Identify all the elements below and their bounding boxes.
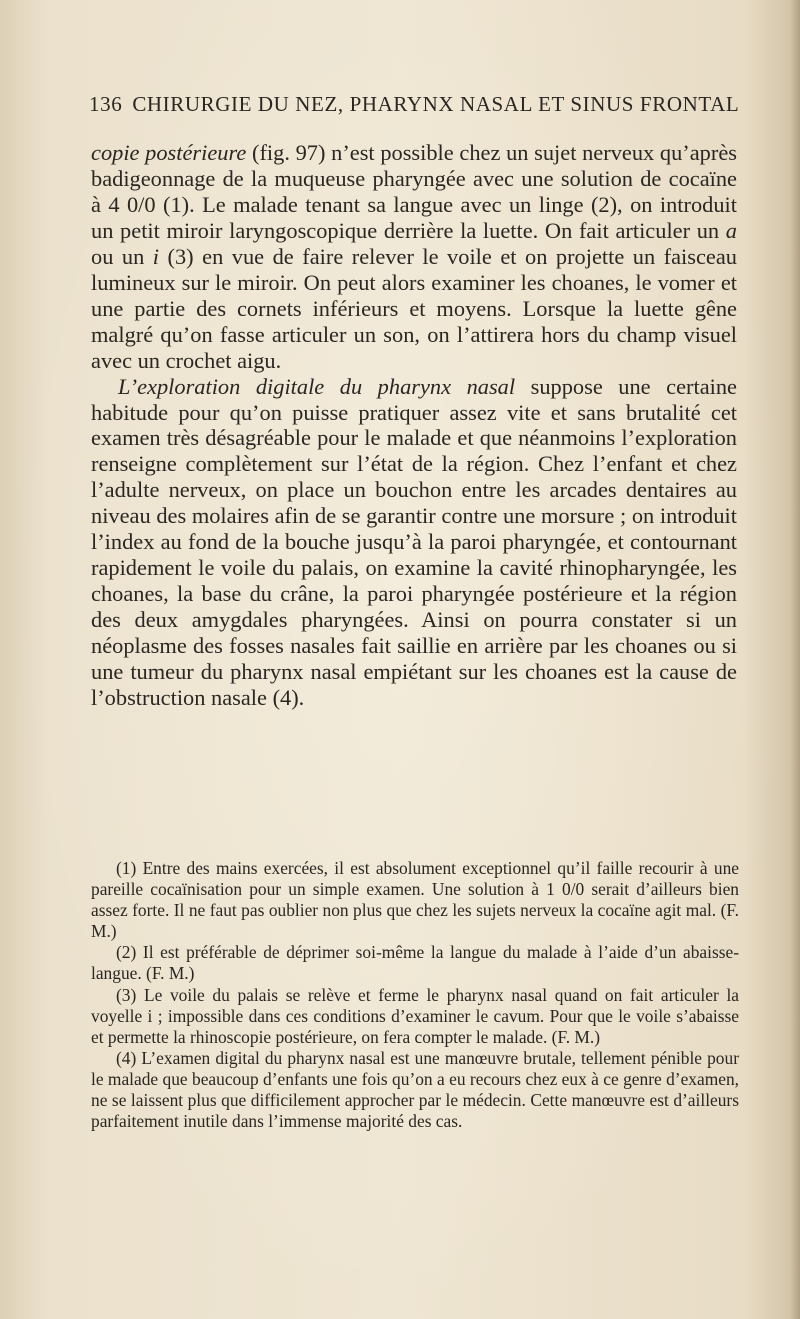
page-number: 136 <box>89 92 123 116</box>
paragraph-2-text: suppose une certaine habitude pour qu’on puisse pratiquer assez vite et sans brutalité cet examen très désagréable pour le malade et que néanmoins l’exploration renseigne complètement sur l’état de la région. Chez l’enfant et chez l’adulte nerveux, on place un bouchon entre les arcades dentaires au niveau des molaires afin de se garantir contre une morsure ; on introduit l’index au fond de la bouche jusqu’à la paroi pharyngée, et contournant rapidement le voile du palais, on examine la cavité rhinopharyngée, les choanes, la base du crâne, la paroi pharyngée postérieure et la région des deux amygdales pharyngées. Ainsi on pourra constater si un néoplasme des fosses nasales fait saillie en arrière par les choanes ou si une tumeur du pharynx nasal empiétant sur les choanes est la cause de l’obstruction nasale (4). <box>91 373 737 711</box>
running-header <box>89 92 739 117</box>
paragraph-1-italic-lead: copie postérieure <box>91 140 247 165</box>
page-edge-shadow <box>790 0 800 1319</box>
paragraph-1 <box>91 140 737 374</box>
main-text <box>91 140 737 711</box>
footnote-3: (3) Le voile du palais se relève et ferme le pharynx nasal quand on fait articuler la voyelle i ; impossible dans ces conditions d’examiner le cavum. Pour que le voile s’abaisse et permette la rhinoscopie postérieure, on fera compter le malade. (F. M.) <box>91 984 739 1047</box>
footnote-1: (1) Entre des mains exercées, il est absolument exceptionnel qu’il faille recourir à une pareille cocaïnisation pour un simple examen. Une solution à 1 0/0 serait d’ailleurs bien assez forte. Il ne faut pas oublier non plus que chez les sujets nerveux la cocaïne agit mal. (F. M.) <box>91 858 739 942</box>
paragraph-2-italic-lead: L’exploration digitale du pharynx nasal <box>118 373 516 399</box>
footnote-4: (4) L’examen digital du pharynx nasal est une manœuvre brutale, tellement pénible pour le malade que beaucoup d’enfants une fois qu’on a eu recours chez eux à ce genre d’examen, ne se laissent plus que difficilement approcher par le médecin. Cette manœuvre est d’ailleurs parfaitement inutile dans l’immense majorité des cas. <box>91 1047 739 1132</box>
footnote-2: (2) Il est préférable de déprimer soi-même la langue du malade à l’aide d’un abaisse-langue. (F. M.) <box>91 942 739 984</box>
paragraph-1-text: (fig. 97) n’est possible chez un sujet nerveux qu’après badigeonnage de la muqueuse pharyngée avec une solution de cocaïne à 4 0/0 (1). Le malade tenant sa langue avec un linge (2), on introduit un petit miroir laryngoscopique derrière la luette. On fait articuler un <box>91 140 737 243</box>
paragraph-2 <box>91 374 737 711</box>
paragraph-1-tail: (3) en vue de faire relever le voile et on projette un faisceau lumineux sur le miroir. On peut alors examiner les choanes, le vomer et une partie des cornets inférieurs et moyens. Lorsque la luette gêne malgré qu’on fasse articuler un son, on l’attirera hors du champ visuel avec un crochet aigu. <box>91 243 738 373</box>
paragraph-1-italic-i: i <box>152 243 160 269</box>
footnotes <box>91 858 739 1132</box>
paragraph-1-italic-a: a <box>725 217 737 243</box>
running-title: CHIRURGIE DU NEZ, PHARYNX NASAL ET SINUS FRONTAL <box>132 92 740 116</box>
paragraph-1-mid: ou un <box>91 243 153 269</box>
